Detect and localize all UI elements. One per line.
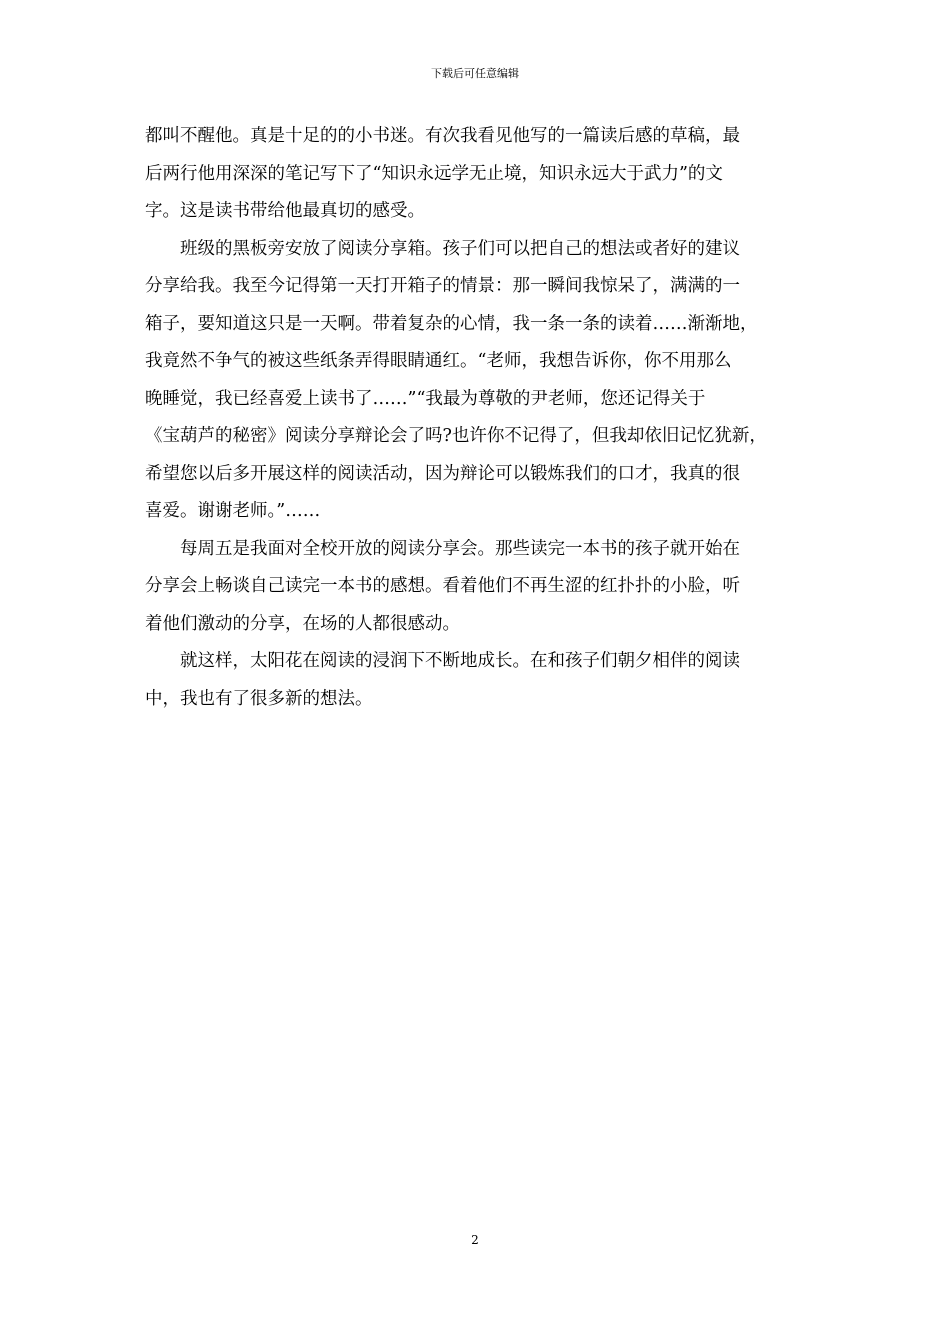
text-line: 分享给我。我至今记得第一天打开箱子的情景：那一瞬间我惊呆了，满满的一 xyxy=(145,276,740,296)
paragraph-1 xyxy=(145,118,811,231)
document-body xyxy=(145,118,811,718)
text-line: 箱子，要知道这只是一天啊。带着复杂的心情，我一条一条的读着……渐渐地， xyxy=(145,313,758,334)
text-line: 《宝葫芦的秘密》阅读分享辩论会了吗?也许你不记得了，但我却依旧记忆犹新， xyxy=(145,426,767,446)
text-line: 每周五是我面对全校开放的阅读分享会。那些读完一本书的孩子就开始在 xyxy=(180,538,740,559)
text-line: 字。这是读书带给他最真切的感受。 xyxy=(145,201,425,221)
text-line: 后两行他用深深的笔记写下了“知识永远学无止境，知识永远大于武力”的文 xyxy=(145,163,723,184)
paragraph-2 xyxy=(145,231,811,531)
text-line: 都叫不醒他。真是十足的的小书迷。有次我看见他写的一篇读后感的草稿，最 xyxy=(145,126,740,146)
text-line: 晚睡觉，我已经喜爱上读书了……”“我最为尊敬的尹老师，您还记得关于 xyxy=(145,388,706,409)
text-line: 班级的黑板旁安放了阅读分享箱。孩子们可以把自己的想法或者好的建议 xyxy=(180,238,740,259)
text-line: 我竟然不争气的被这些纸条弄得眼睛通红。“老师，我想告诉你，你不用那么 xyxy=(145,351,732,371)
paragraph-3 xyxy=(145,531,811,644)
text-line: 喜爱。谢谢老师。”…… xyxy=(145,501,321,521)
text-line: 分享会上畅谈自己读完一本书的感想。看着他们不再生涩的红扑扑的小脸，听 xyxy=(145,576,740,596)
paragraph-4 xyxy=(145,643,811,718)
text-line: 希望您以后多开展这样的阅读活动，因为辩论可以锻炼我们的口才，我真的很 xyxy=(145,463,740,484)
page-number: 2 xyxy=(471,1233,479,1247)
text-line: 着他们激动的分享，在场的人都很感动。 xyxy=(145,613,460,634)
text-line: 中，我也有了很多新的想法。 xyxy=(145,688,373,709)
page-header: 下载后可任意编辑 xyxy=(431,67,519,80)
text-line: 就这样，太阳花在阅读的浸润下不断地成长。在和孩子们朝夕相伴的阅读 xyxy=(180,651,740,671)
